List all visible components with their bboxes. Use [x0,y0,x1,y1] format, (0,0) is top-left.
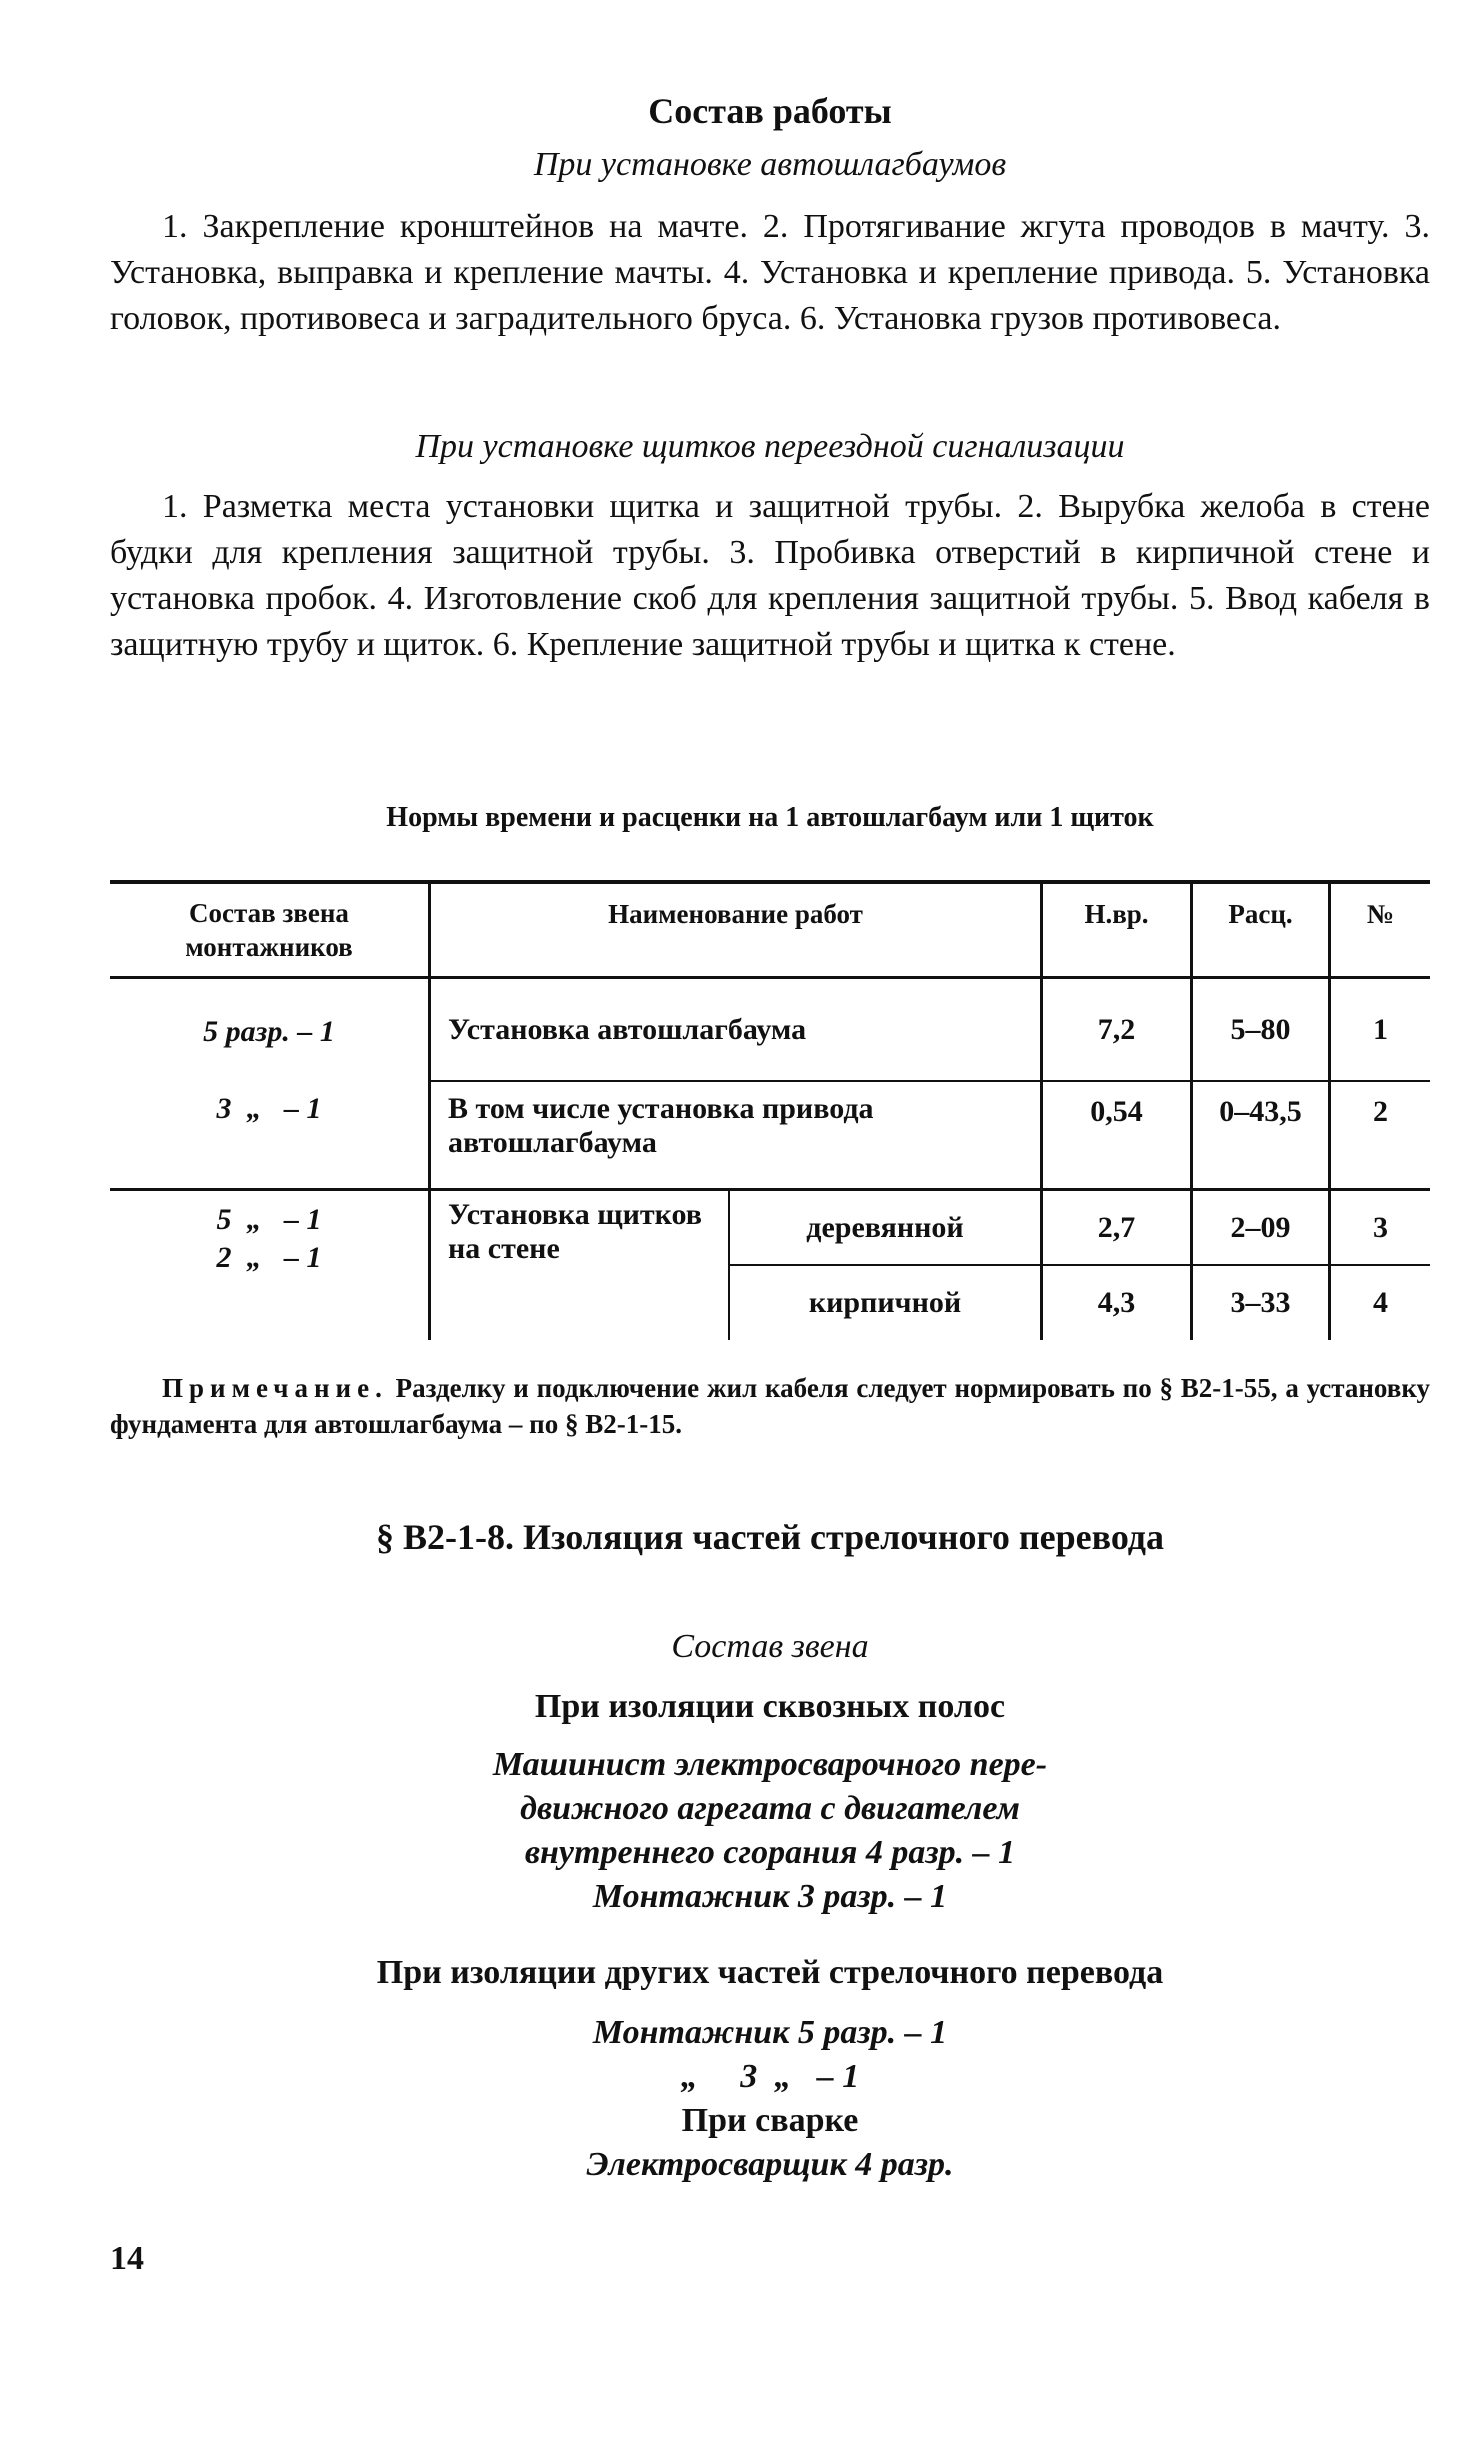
row3-crew-line1: 5 „ – 1 [216,1203,322,1236]
crew-heading: Состав звена [671,1628,869,1665]
row2-crew: 3 „ – 1 [216,1092,322,1125]
row2-price: 0–43,5 [1219,1095,1302,1128]
row2-work: В том числе установка привода автошлагбаума [448,1092,874,1159]
barrier-subtitle: При установке автошлагбаумов [533,146,1007,183]
crew1-line1: Машинист электросварочного пере- [492,1746,1048,1783]
row3-norm: 2,7 [1097,1210,1136,1244]
table-title: Нормы времени и расценки на 1 автошлагбаум или 1 щиток [386,802,1154,833]
col-rule-1 [428,880,431,1340]
row4-sub-brick: кирпичной [808,1286,962,1319]
row3-sub-wooden: деревянной [806,1210,964,1244]
row4-num: 4 [1373,1286,1388,1319]
barrier-work-text: 1. Закрепление кронштейнов на мачте. 2. Протягивание жгута проводов в мачту. 3. Установка, выправка и крепление мачты. 4. Установка и крепление привода. 5. Установка головок, противовеса и заградительного бруса. 6. Установка грузов противовеса. [110,208,1430,337]
other-parts-heading: При изоляции других частей стрелочного перевода [376,1954,1164,1991]
row1-price: 5–80 [1230,1013,1291,1046]
row4-price: 3–33 [1230,1286,1291,1319]
through-strips-heading: При изоляции сквозных полос [534,1688,1006,1725]
row3-num: 3 [1373,1210,1388,1244]
note-label: Примечание. [162,1373,388,1403]
panels-subtitle: При установке щитков переездной сигнализации [415,428,1125,465]
row4-norm: 4,3 [1097,1286,1136,1319]
row3-work: Установка щитков на стене [448,1198,702,1265]
row3-price: 2–09 [1230,1210,1291,1244]
header-num: № [1366,899,1395,929]
document-page [110,80,1430,2400]
table-note [110,1370,1430,1442]
crew1-line2: движного агрегата с двигателем [520,1790,1020,1827]
welder-line: Электросварщик 4 разр. [586,2146,954,2183]
row1-rule [430,1080,1430,1082]
panels-work-text: 1. Разметка места установки щитка и защитной трубы. 2. Вырубка желоба в стене будки для крепления защитной трубы. 3. Пробивка отверстий в кирпичной стене и установка пробок. 4. Изготовление скоб для крепления защитной трубы. 5. Ввод кабеля в защитную трубу и щиток. 6. Крепление защитной трубы и щитка к стене. [110,488,1430,663]
row1-crew: 5 разр. – 1 [203,1015,335,1048]
row3-crew-line2: 2 „ – 1 [216,1241,322,1274]
crew2-line2: „ 3 „ – 1 [680,2058,860,2095]
crew1-line4: Монтажник 3 разр. – 1 [592,1878,948,1915]
work-composition-title: Состав работы [648,91,892,131]
row1-num: 1 [1373,1013,1388,1046]
page-number: 14 [110,2240,144,2277]
welding-heading: При сварке [681,2102,859,2139]
row2-norm: 0,54 [1090,1095,1143,1128]
row2-num: 2 [1373,1095,1388,1128]
header-bottom-rule [110,976,1430,979]
crew1-line3: внутреннего сгорания 4 разр. – 1 [524,1834,1016,1871]
header-price: Расц. [1228,899,1293,929]
header-norm: Н.вр. [1084,899,1149,929]
row1-norm: 7,2 [1097,1013,1136,1046]
note-text: Разделку и подключение жил кабеля следует нормировать по § В2-1-55, а установку фундамента для автошлагбаума – по § В2-1-15. [110,1373,1431,1439]
norms-table [110,880,1430,1340]
row1-work: Установка автошлагбаума [448,1013,807,1046]
section-title: § В2-1-8. Изоляция частей стрелочного перевода [375,1517,1165,1557]
header-work: Наименование работ [608,899,863,929]
header-crew: Состав звена монтажников [185,898,353,962]
crew2-line1: Монтажник 5 разр. – 1 [592,2014,948,2051]
